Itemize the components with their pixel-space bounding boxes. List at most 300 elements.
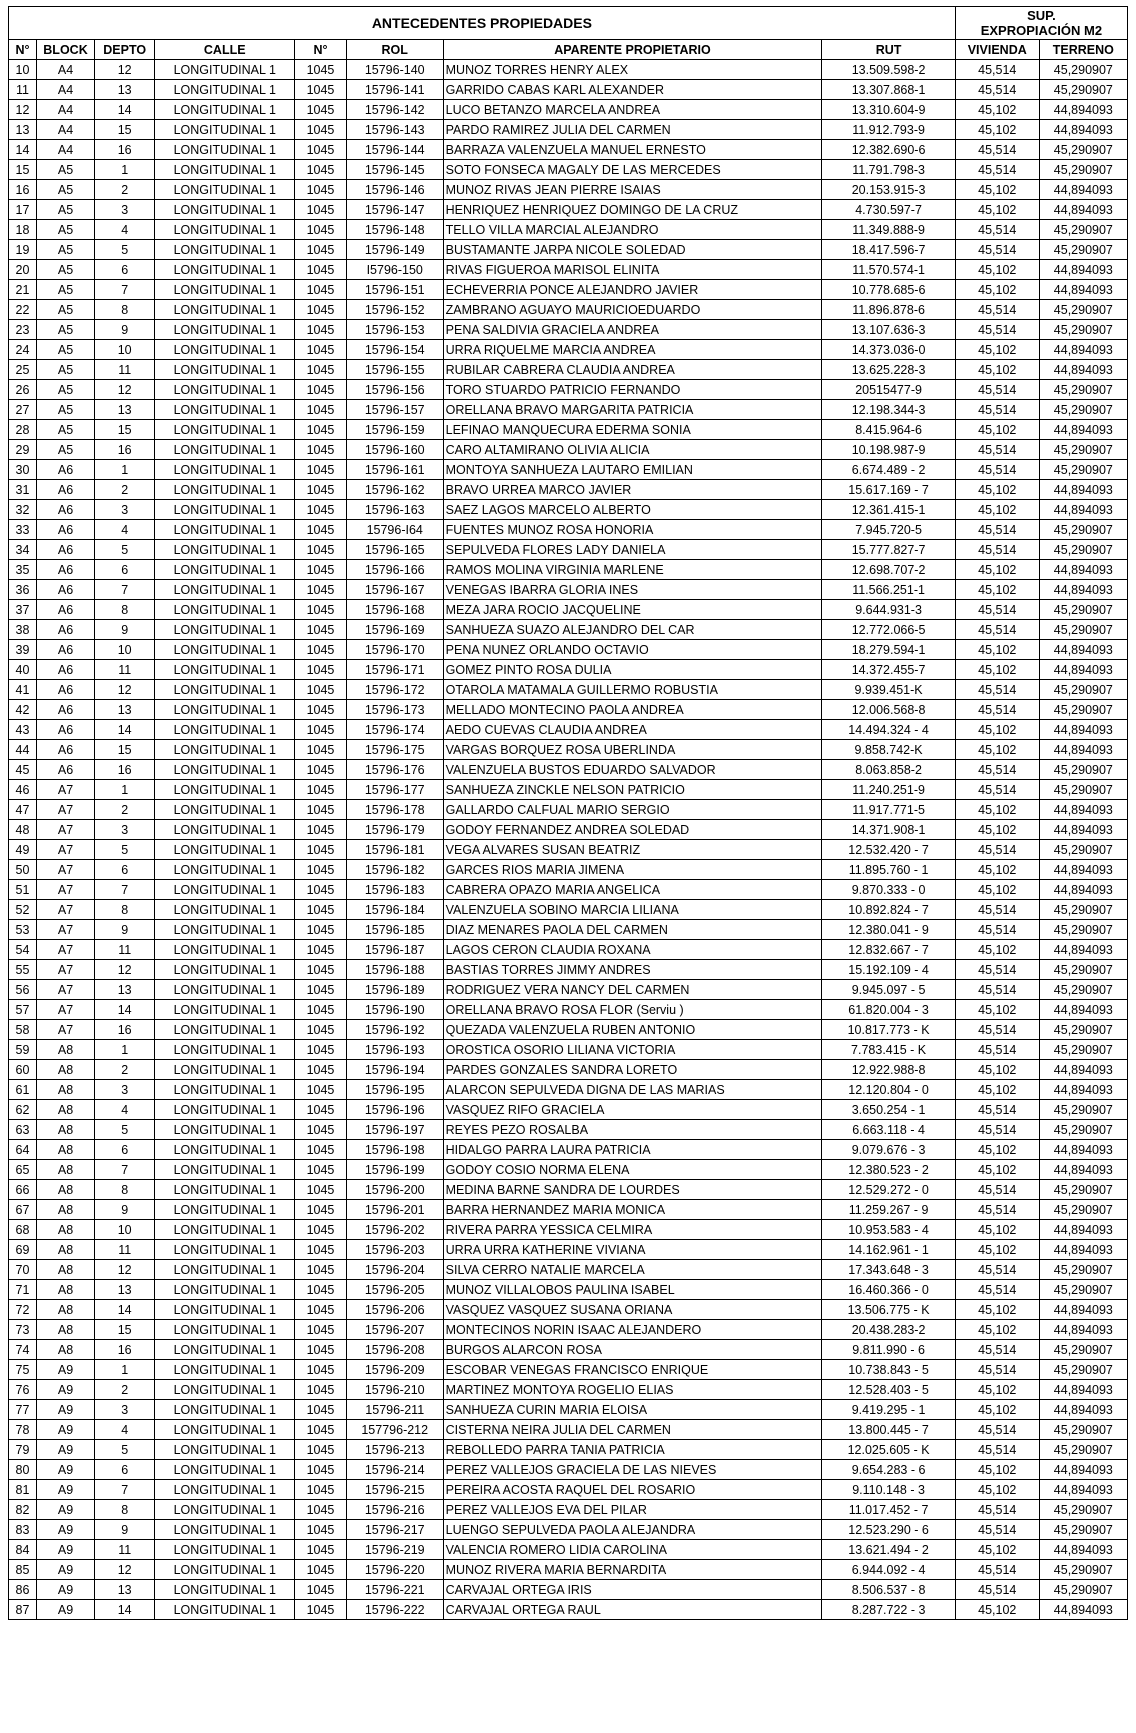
calle-label: LONGITUDINAL 1 (173, 1582, 276, 1597)
cell-numero: 48 (9, 820, 37, 840)
table-row (9, 540, 1128, 560)
cell-block: A8 (36, 1260, 94, 1280)
cell-depto: 13 (95, 980, 155, 1000)
cell-terreno: 44,894093 (1039, 720, 1127, 740)
cell-rol: 15796-162 (346, 480, 443, 500)
cell-aparente-propietario: OTAROLA MATAMALA GUILLERMO ROBUSTIA (443, 680, 822, 700)
calle-label: LONGITUDINAL 1 (173, 1342, 276, 1357)
cell-rut: 9.858.742-K (822, 740, 955, 760)
cell-calle (155, 1220, 295, 1240)
calle-label: LONGITUDINAL 1 (173, 62, 276, 77)
cell-street-number: 1045 (295, 1220, 347, 1240)
cell-aparente-propietario: CARVAJAL ORTEGA IRIS (443, 1580, 822, 1600)
table-row (9, 800, 1128, 820)
cell-vivienda: 45,514 (955, 540, 1039, 560)
cell-street-number: 1045 (295, 80, 347, 100)
cell-numero: 75 (9, 1360, 37, 1380)
calle-label: LONGITUDINAL 1 (173, 322, 276, 337)
cell-aparente-propietario: CABRERA OPAZO MARIA ANGELICA (443, 880, 822, 900)
cell-rut: 18.279.594-1 (822, 640, 955, 660)
cell-rol: 15796-170 (346, 640, 443, 660)
cell-depto: 4 (95, 220, 155, 240)
cell-block: A8 (36, 1320, 94, 1340)
cell-rut: 9.079.676 - 3 (822, 1140, 955, 1160)
calle-label: LONGITUDINAL 1 (173, 1142, 276, 1157)
calle-label: LONGITUDINAL 1 (173, 582, 276, 597)
cell-calle (155, 120, 295, 140)
cell-block: A4 (36, 100, 94, 120)
table-row (9, 360, 1128, 380)
cell-terreno: 45,290907 (1039, 1100, 1127, 1120)
table-row (9, 60, 1128, 80)
table-row (9, 200, 1128, 220)
cell-numero: 76 (9, 1380, 37, 1400)
cell-depto: 7 (95, 280, 155, 300)
cell-aparente-propietario: MEDINA BARNE SANDRA DE LOURDES (443, 1180, 822, 1200)
cell-rol: 15796-187 (346, 940, 443, 960)
cell-terreno: 45,290907 (1039, 980, 1127, 1000)
cell-rut: 9.110.148 - 3 (822, 1480, 955, 1500)
cell-block: A7 (36, 1020, 94, 1040)
cell-calle (155, 1560, 295, 1580)
cell-terreno: 45,290907 (1039, 380, 1127, 400)
cell-rut: 10.892.824 - 7 (822, 900, 955, 920)
cell-aparente-propietario: PARDO RAMIREZ JULIA DEL CARMEN (443, 120, 822, 140)
cell-numero: 42 (9, 700, 37, 720)
cell-depto: 15 (95, 740, 155, 760)
cell-rol: 15796-172 (346, 680, 443, 700)
cell-rol: 15796-215 (346, 1480, 443, 1500)
table-row (9, 940, 1128, 960)
cell-rol: 15796-147 (346, 200, 443, 220)
table-row (9, 1020, 1128, 1040)
cell-block: A9 (36, 1480, 94, 1500)
cell-calle (155, 700, 295, 720)
cell-terreno: 44,894093 (1039, 740, 1127, 760)
cell-calle (155, 1020, 295, 1040)
cell-street-number: 1045 (295, 920, 347, 940)
table-row (9, 500, 1128, 520)
cell-block: A4 (36, 60, 94, 80)
cell-aparente-propietario: VALENZUELA BUSTOS EDUARDO SALVADOR (443, 760, 822, 780)
cell-vivienda: 45,514 (955, 220, 1039, 240)
cell-street-number: 1045 (295, 960, 347, 980)
cell-block: A7 (36, 840, 94, 860)
cell-numero: 80 (9, 1460, 37, 1480)
cell-depto: 10 (95, 1220, 155, 1240)
calle-label: LONGITUDINAL 1 (173, 1202, 276, 1217)
cell-vivienda: 45,102 (955, 1320, 1039, 1340)
cell-calle (155, 680, 295, 700)
cell-terreno: 45,290907 (1039, 1200, 1127, 1220)
cell-depto: 8 (95, 600, 155, 620)
cell-rut: 10.953.583 - 4 (822, 1220, 955, 1240)
cell-vivienda: 45,514 (955, 160, 1039, 180)
calle-label: LONGITUDINAL 1 (173, 1422, 276, 1437)
cell-terreno: 44,894093 (1039, 1220, 1127, 1240)
table-row (9, 520, 1128, 540)
cell-rol: 15796-194 (346, 1060, 443, 1080)
cell-rut: 8.063.858-2 (822, 760, 955, 780)
cell-rut: 13.107.636-3 (822, 320, 955, 340)
table-row (9, 980, 1128, 1000)
cell-rut: 6.944.092 - 4 (822, 1560, 955, 1580)
cell-terreno: 45,290907 (1039, 1420, 1127, 1440)
cell-numero: 79 (9, 1440, 37, 1460)
cell-rol: 15796-177 (346, 780, 443, 800)
table-row (9, 1440, 1128, 1460)
cell-depto: 14 (95, 1600, 155, 1620)
table-row (9, 1300, 1128, 1320)
cell-vivienda: 45,514 (955, 1420, 1039, 1440)
cell-depto: 12 (95, 1560, 155, 1580)
cell-calle (155, 520, 295, 540)
cell-numero: 64 (9, 1140, 37, 1160)
cell-block: A9 (36, 1460, 94, 1480)
cell-street-number: 1045 (295, 260, 347, 280)
cell-rut: 14.162.961 - 1 (822, 1240, 955, 1260)
cell-aparente-propietario: MUNOZ RIVAS JEAN PIERRE ISAIAS (443, 180, 822, 200)
cell-aparente-propietario: ORELLANA BRAVO ROSA FLOR (Serviu ) (443, 1000, 822, 1020)
cell-rol: 15796-145 (346, 160, 443, 180)
cell-calle (155, 300, 295, 320)
calle-label: LONGITUDINAL 1 (173, 1542, 276, 1557)
col-header-n: N° (9, 40, 37, 60)
cell-aparente-propietario: BARRAZA VALENZUELA MANUEL ERNESTO (443, 140, 822, 160)
table-row (9, 1580, 1128, 1600)
calle-label: LONGITUDINAL 1 (173, 1102, 276, 1117)
cell-calle (155, 1540, 295, 1560)
cell-terreno: 45,290907 (1039, 160, 1127, 180)
cell-rut: 11.349.888-9 (822, 220, 955, 240)
cell-rol: 15796-216 (346, 1500, 443, 1520)
cell-terreno: 45,290907 (1039, 960, 1127, 980)
cell-rut: 10.198.987-9 (822, 440, 955, 460)
cell-vivienda: 45,514 (955, 900, 1039, 920)
cell-aparente-propietario: RAMOS MOLINA VIRGINIA MARLENE (443, 560, 822, 580)
cell-aparente-propietario: CISTERNA NEIRA JULIA DEL CARMEN (443, 1420, 822, 1440)
cell-vivienda: 45,102 (955, 260, 1039, 280)
cell-rol: 15796-199 (346, 1160, 443, 1180)
cell-block: A5 (36, 220, 94, 240)
cell-rol: 15796-157 (346, 400, 443, 420)
cell-depto: 15 (95, 420, 155, 440)
table-row (9, 1100, 1128, 1120)
cell-terreno: 44,894093 (1039, 800, 1127, 820)
cell-depto: 1 (95, 160, 155, 180)
cell-calle (155, 220, 295, 240)
cell-vivienda: 45,102 (955, 480, 1039, 500)
cell-rol: 15796-206 (346, 1300, 443, 1320)
calle-label: LONGITUDINAL 1 (173, 1322, 276, 1337)
cell-rol: 15796-149 (346, 240, 443, 260)
cell-calle (155, 1200, 295, 1220)
cell-numero: 13 (9, 120, 37, 140)
cell-aparente-propietario: RUBILAR CABRERA CLAUDIA ANDREA (443, 360, 822, 380)
cell-block: A5 (36, 260, 94, 280)
cell-calle (155, 460, 295, 480)
cell-rol: 15796-154 (346, 340, 443, 360)
calle-label: LONGITUDINAL 1 (173, 1362, 276, 1377)
cell-numero: 28 (9, 420, 37, 440)
cell-street-number: 1045 (295, 1440, 347, 1460)
cell-terreno: 44,894093 (1039, 1300, 1127, 1320)
calle-label: LONGITUDINAL 1 (173, 982, 276, 997)
cell-calle (155, 280, 295, 300)
cell-block: A6 (36, 500, 94, 520)
table-row (9, 1420, 1128, 1440)
properties-table (8, 6, 1128, 1620)
cell-calle (155, 860, 295, 880)
cell-calle (155, 1280, 295, 1300)
cell-terreno: 44,894093 (1039, 360, 1127, 380)
cell-street-number: 1045 (295, 800, 347, 820)
cell-depto: 7 (95, 880, 155, 900)
cell-rut: 11.912.793-9 (822, 120, 955, 140)
cell-rut: 10.817.773 - K (822, 1020, 955, 1040)
cell-rol: 15796-165 (346, 540, 443, 560)
cell-depto: 4 (95, 520, 155, 540)
cell-numero: 74 (9, 1340, 37, 1360)
cell-street-number: 1045 (295, 680, 347, 700)
cell-depto: 11 (95, 1240, 155, 1260)
cell-vivienda: 45,514 (955, 840, 1039, 860)
cell-block: A9 (36, 1420, 94, 1440)
cell-rol: 15796-140 (346, 60, 443, 80)
cell-numero: 26 (9, 380, 37, 400)
cell-aparente-propietario: MUNOZ RIVERA MARIA BERNARDITA (443, 1560, 822, 1580)
cell-vivienda: 45,102 (955, 820, 1039, 840)
cell-calle (155, 580, 295, 600)
table-row (9, 140, 1128, 160)
cell-aparente-propietario: PENA NUNEZ ORLANDO OCTAVIO (443, 640, 822, 660)
title-superficie-expropiacion (955, 7, 1127, 40)
cell-rol: 15796-221 (346, 1580, 443, 1600)
cell-terreno: 44,894093 (1039, 1380, 1127, 1400)
calle-label: LONGITUDINAL 1 (173, 722, 276, 737)
cell-rol: 15796-196 (346, 1100, 443, 1120)
table-row (9, 600, 1128, 620)
cell-aparente-propietario: RIVAS FIGUEROA MARISOL ELINITA (443, 260, 822, 280)
cell-block: A6 (36, 720, 94, 740)
cell-aparente-propietario: ALARCON SEPULVEDA DIGNA DE LAS MARIAS (443, 1080, 822, 1100)
cell-vivienda: 45,102 (955, 800, 1039, 820)
cell-calle (155, 480, 295, 500)
cell-vivienda: 45,102 (955, 280, 1039, 300)
cell-terreno: 45,290907 (1039, 1280, 1127, 1300)
cell-numero: 57 (9, 1000, 37, 1020)
table-row (9, 320, 1128, 340)
cell-rut: 12.361.415-1 (822, 500, 955, 520)
cell-numero: 65 (9, 1160, 37, 1180)
calle-label: LONGITUDINAL 1 (173, 382, 276, 397)
cell-terreno: 44,894093 (1039, 1160, 1127, 1180)
calle-label: LONGITUDINAL 1 (173, 482, 276, 497)
cell-street-number: 1045 (295, 1080, 347, 1100)
cell-rol: I5796-150 (346, 260, 443, 280)
col-header-vivienda: VIVIENDA (955, 40, 1039, 60)
cell-rol: 15796-143 (346, 120, 443, 140)
cell-depto: 11 (95, 660, 155, 680)
cell-calle (155, 960, 295, 980)
cell-aparente-propietario: MONTECINOS NORIN ISAAC ALEJANDERO (443, 1320, 822, 1340)
cell-calle (155, 1420, 295, 1440)
cell-numero: 58 (9, 1020, 37, 1040)
cell-vivienda: 45,102 (955, 880, 1039, 900)
cell-aparente-propietario: PEREZ VALLEJOS GRACIELA DE LAS NIEVES (443, 1460, 822, 1480)
cell-terreno: 44,894093 (1039, 940, 1127, 960)
cell-terreno: 45,290907 (1039, 680, 1127, 700)
cell-vivienda: 45,102 (955, 1060, 1039, 1080)
cell-street-number: 1045 (295, 1420, 347, 1440)
table-row (9, 180, 1128, 200)
cell-calle (155, 600, 295, 620)
cell-aparente-propietario: GODOY COSIO NORMA ELENA (443, 1160, 822, 1180)
cell-aparente-propietario: LUENGO SEPULVEDA PAOLA ALEJANDRA (443, 1520, 822, 1540)
cell-calle (155, 780, 295, 800)
calle-label: LONGITUDINAL 1 (173, 822, 276, 837)
cell-aparente-propietario: VENEGAS IBARRA GLORIA INES (443, 580, 822, 600)
cell-street-number: 1045 (295, 740, 347, 760)
cell-numero: 23 (9, 320, 37, 340)
cell-vivienda: 45,514 (955, 460, 1039, 480)
table-row (9, 620, 1128, 640)
table-row (9, 80, 1128, 100)
cell-block: A8 (36, 1220, 94, 1240)
cell-vivienda: 45,514 (955, 1180, 1039, 1200)
cell-street-number: 1045 (295, 360, 347, 380)
calle-label: LONGITUDINAL 1 (173, 1042, 276, 1057)
cell-numero: 20 (9, 260, 37, 280)
cell-numero: 63 (9, 1120, 37, 1140)
cell-numero: 35 (9, 560, 37, 580)
cell-calle (155, 1160, 295, 1180)
cell-terreno: 45,290907 (1039, 60, 1127, 80)
cell-terreno: 45,290907 (1039, 840, 1127, 860)
cell-vivienda: 45,514 (955, 60, 1039, 80)
cell-vivienda: 45,514 (955, 240, 1039, 260)
calle-label: LONGITUDINAL 1 (173, 562, 276, 577)
cell-aparente-propietario: LUCO BETANZO MARCELA ANDREA (443, 100, 822, 120)
cell-terreno: 44,894093 (1039, 820, 1127, 840)
calle-label: LONGITUDINAL 1 (173, 922, 276, 937)
cell-vivienda: 45,514 (955, 1520, 1039, 1540)
cell-rut: 20.153.915-3 (822, 180, 955, 200)
cell-calle (155, 1380, 295, 1400)
cell-street-number: 1045 (295, 300, 347, 320)
cell-vivienda: 45,514 (955, 1200, 1039, 1220)
cell-aparente-propietario: TELLO VILLA MARCIAL ALEJANDRO (443, 220, 822, 240)
cell-depto: 9 (95, 1520, 155, 1540)
cell-numero: 10 (9, 60, 37, 80)
cell-street-number: 1045 (295, 240, 347, 260)
cell-numero: 71 (9, 1280, 37, 1300)
cell-depto: 4 (95, 1100, 155, 1120)
cell-numero: 36 (9, 580, 37, 600)
cell-numero: 38 (9, 620, 37, 640)
cell-depto: 15 (95, 1320, 155, 1340)
cell-block: A7 (36, 940, 94, 960)
cell-terreno: 44,894093 (1039, 560, 1127, 580)
cell-rut: 11.895.760 - 1 (822, 860, 955, 880)
cell-rut: 7.945.720-5 (822, 520, 955, 540)
table-row (9, 1000, 1128, 1020)
calle-label: LONGITUDINAL 1 (173, 522, 276, 537)
table-row (9, 1340, 1128, 1360)
cell-depto: 16 (95, 140, 155, 160)
cell-numero: 51 (9, 880, 37, 900)
calle-label: LONGITUDINAL 1 (173, 1282, 276, 1297)
cell-calle (155, 740, 295, 760)
cell-rut: 13.625.228-3 (822, 360, 955, 380)
cell-rol: 15796-174 (346, 720, 443, 740)
cell-street-number: 1045 (295, 760, 347, 780)
cell-rol: 15796-I64 (346, 520, 443, 540)
cell-depto: 6 (95, 1140, 155, 1160)
cell-terreno: 45,290907 (1039, 320, 1127, 340)
cell-depto: 14 (95, 720, 155, 740)
cell-numero: 31 (9, 480, 37, 500)
cell-block: A5 (36, 180, 94, 200)
cell-depto: 12 (95, 960, 155, 980)
cell-block: A8 (36, 1340, 94, 1360)
cell-rut: 15.192.109 - 4 (822, 960, 955, 980)
cell-street-number: 1045 (295, 1460, 347, 1480)
table-row (9, 1560, 1128, 1580)
table-row (9, 560, 1128, 580)
cell-aparente-propietario: RIVERA PARRA YESSICA CELMIRA (443, 1220, 822, 1240)
table-row (9, 240, 1128, 260)
cell-rol: 15796-152 (346, 300, 443, 320)
cell-terreno: 44,894093 (1039, 640, 1127, 660)
cell-aparente-propietario: VALENZUELA SOBINO MARCIA LILIANA (443, 900, 822, 920)
cell-block: A6 (36, 460, 94, 480)
cell-depto: 16 (95, 1020, 155, 1040)
calle-label: LONGITUDINAL 1 (173, 1442, 276, 1457)
cell-depto: 13 (95, 700, 155, 720)
col-header-rol: ROL (346, 40, 443, 60)
cell-vivienda: 45,102 (955, 360, 1039, 380)
cell-depto: 7 (95, 580, 155, 600)
cell-rol: 15796-166 (346, 560, 443, 580)
cell-rol: 15796-171 (346, 660, 443, 680)
cell-street-number: 1045 (295, 980, 347, 1000)
cell-vivienda: 45,102 (955, 940, 1039, 960)
cell-rol: 15796-207 (346, 1320, 443, 1340)
cell-depto: 11 (95, 360, 155, 380)
cell-aparente-propietario: GOMEZ PINTO ROSA DULIA (443, 660, 822, 680)
cell-vivienda: 45,514 (955, 780, 1039, 800)
cell-numero: 14 (9, 140, 37, 160)
cell-depto: 8 (95, 900, 155, 920)
cell-calle (155, 200, 295, 220)
cell-aparente-propietario: VARGAS BORQUEZ ROSA UBERLINDA (443, 740, 822, 760)
table-row (9, 1280, 1128, 1300)
cell-rol: 15796-205 (346, 1280, 443, 1300)
cell-rut: 9.939.451-K (822, 680, 955, 700)
cell-rol: 15796-160 (346, 440, 443, 460)
cell-vivienda: 45,102 (955, 180, 1039, 200)
cell-vivienda: 45,514 (955, 80, 1039, 100)
cell-terreno: 45,290907 (1039, 540, 1127, 560)
cell-aparente-propietario: MEZA JARA ROCIO JACQUELINE (443, 600, 822, 620)
cell-depto: 3 (95, 200, 155, 220)
cell-aparente-propietario: BASTIAS TORRES JIMMY ANDRES (443, 960, 822, 980)
table-row (9, 580, 1128, 600)
cell-street-number: 1045 (295, 1580, 347, 1600)
cell-vivienda: 45,514 (955, 400, 1039, 420)
cell-rut: 11.570.574-1 (822, 260, 955, 280)
